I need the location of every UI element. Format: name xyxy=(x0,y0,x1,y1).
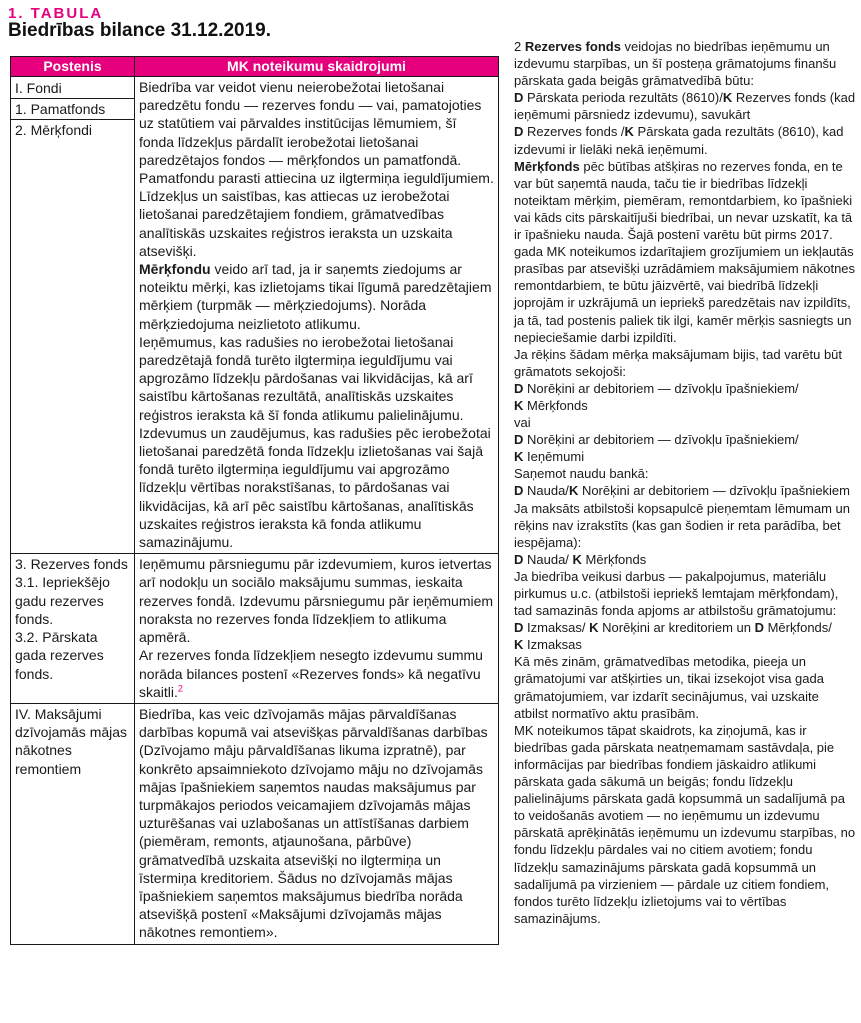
entry-text: Pārskata gada rezultāts (8610), kad izdevumi ir lielāki nekā ieņēmumi. xyxy=(514,124,844,157)
item-fondi: I. Fondi xyxy=(11,78,134,99)
credit-mark: K xyxy=(568,483,579,499)
row-item-cell: 3. Rezerves fonds 3.1. Iepriekšējo gadu rezerves fonds. 3.2. Pārskata gada rezerves fonds. xyxy=(11,554,135,704)
explanation-paragraph: Biedrība, kas veic dzīvojamās mājas pārvaldīšanas darbības kopumā vai atsevišķas pārvaldīšanas darbības (Dzīvojamo māju pārvaldīšanas likuma izpratnē), par konkrēto apsaimniekoto dzīvojamo māju no dzīvojamās mājas īpašniekiem saņemtos naudas maksājumus par turpmākajos periodos veicamajiem dzīvojamās mājas uzturēšanas vai uzlabošanas un attīstīšanas darbiem (piemēram, remonts, atjaunošana, pārbūve) grāmatvedībā uzskaita atsevišķi no ilgtermiņa un īstermiņa kreditoriem. Šādus no dzīvojamās mājas īpašniekiem saņemtos maksājumus biedrība norāda atsevišķā postenī «Maksājumi dzīvojamās mājas nākotnes remontiem». xyxy=(139,705,488,941)
entry-text: Norēķini ar debitoriem — dzīvokļu īpašniekiem/ xyxy=(523,380,799,396)
entry-text: Mērķfonds/ xyxy=(763,620,832,636)
journal-entry xyxy=(514,619,856,653)
explanation-cell xyxy=(135,77,499,554)
journal-entry xyxy=(514,431,856,465)
bold-term: Mērķfonds xyxy=(514,158,580,174)
footnote-paragraph: Kā mēs zinām, grāmatvedības metodika, pieeja un grāmatojumi var atšķirties un, tikai izsekojot visa gada grāmatojumiem, var izdarīt secinājumus, vai uzskaite atbilst normatīvo aktu prasībām. xyxy=(514,654,824,721)
entry-text: Mērķfonds xyxy=(581,551,647,567)
credit-mark: K xyxy=(722,90,733,106)
entry-text: Norēķini ar debitoriem — dzīvokļu īpašniekiem xyxy=(578,483,850,499)
credit-mark: K xyxy=(572,551,582,567)
table-header-row xyxy=(11,57,499,77)
entry-text: Norēķini ar debitoriem — dzīvokļu īpašniekiem/ xyxy=(523,432,799,448)
paragraph-text: veido arī tad, ja ir saņemts ziedojums ar noteiktu mērķi, kas izlietojams tikai līgumā paredzētajiem mērķiem (turpmāk — mērķziedojums). Norāda mērķziedojuma neizlietoto atlikumu. xyxy=(139,261,492,332)
paragraph-text: veidojas no biedrības ieņēmumu un izdevumu starpības, un šī posteņa grāmatojums finanšu pārskata gada beigās grāmatvedībā būtu: xyxy=(514,39,837,89)
column-header-skaidrojumi: MK noteikumu skaidrojumi xyxy=(135,57,499,77)
entry-text: Nauda/ xyxy=(523,551,573,567)
footnote-paragraph: MK noteikumos tāpat skaidrots, ka ziņojumā, kas ir biedrības gada pārskata neatņemamam sastāvdaļa, pie informācijas par biedrības fondiem jāskaidro atlikumi pārskata gada sākumā un beigās; fondu līdzekļu palielinājums pārskata gadā kopsummā un sadalījumā pa to veidošanās avotiem — no ieņēmumu un izdevumu pārskatā aprēķinātās ieņēmumu un izdevumu starpības, no fondu līdzekļu pārdales vai no citiem avotiem; fondu līdzekļu samazinājums pārskata gadā kopsummā un sadalījumā pa virzieniem — pārdale uz citiem fondiem, fondos turēto līdzekļu izlietojums vai to vērtības samazinājums. xyxy=(514,722,856,926)
footnote-paragraph: vai xyxy=(514,415,531,431)
journal-entry xyxy=(514,551,856,568)
footnote-paragraph: Ja biedrība veikusi darbus — pakalpojumus, materiālu pirkumus u.c. (atbilstoši iepriekš lemtajam mērķfondam), tad samazinās fonda apjoms ar atbilstošu grāmatojumu: xyxy=(514,568,839,619)
debit-mark: D xyxy=(514,124,524,140)
bold-term: Mērķfondu xyxy=(139,261,211,278)
entry-text: Ieņēmumi xyxy=(523,449,585,465)
credit-mark: K xyxy=(514,637,524,653)
entry-text: Norēķini ar kreditoriem un xyxy=(598,620,755,636)
footnote-number: 2 xyxy=(514,39,525,54)
journal-entry xyxy=(514,89,856,123)
journal-entry xyxy=(514,380,856,414)
credit-mark: K xyxy=(514,397,524,413)
journal-entry xyxy=(514,482,856,499)
debit-mark: D xyxy=(754,620,764,636)
item-merkfondi: 2. Mērķfondi xyxy=(15,122,93,139)
row-item-cell: IV. Maksājumi dzīvojamās mājas nākotnes remontiem xyxy=(11,703,135,944)
debit-mark: D xyxy=(514,551,524,567)
entry-text: Izmaksas xyxy=(523,637,582,653)
explanation-paragraph: Ieņēmumu pārsniegumu pār izdevumiem, kuros ietvertas arī nodokļu un sociālo maksājumu summas, ieskaita rezerves fondā. Izdevumu pārsniegumu pār ieņēmumiem noraksta no rezerves fonda līdzekļiem to atlikuma apmērā. xyxy=(139,556,494,646)
entry-text: Rezerves fonds / xyxy=(523,124,625,140)
paragraph-text: pēc būtības atšķiras no rezerves fonda, en te var būt saņemtā nauda, taču tie ir biedrības līdzekļi noteiktam mērķim, piemēram, remontdarbiem, ko īpašnieki vai kāds cits pārskaitījuši biedrībai, un nevar uzskatīt, ka tā ir īpašnieku nauda. Šajā postenī varētu būt pirms 2017. gada MK noteikumos izdarītajiem grozījumiem un iekļautās prasības par atsevišķi uzrādāmiem maksājumiem nākotnes remontdarbiem, te būtu jāizvērtē, vai biedrībā līdzekļi joprojām ir uzkrājumā un iepriekš paredzētais nav izpildīts, ja tā, tad postenis paliek tik ilgi, kamēr mērķis sasniegts un nepieciešamie darbi izpildīti. xyxy=(514,158,856,345)
footnote-paragraph: Ja maksāts atbilstoši kopsapulcē pieņemtam lēmumam un rēķins nav izrakstīts (kas gan šodien ir reta parādība, bet iespējama): xyxy=(514,500,850,550)
explanation-cell xyxy=(135,703,499,944)
table-row xyxy=(11,77,499,554)
debit-mark: D xyxy=(514,380,524,396)
footnote-paragraph: Saņemot naudu bankā: xyxy=(514,466,649,482)
footnote-column xyxy=(514,38,856,927)
explanation-cell xyxy=(135,554,499,704)
debit-mark: D xyxy=(514,483,524,499)
footnote-paragraph xyxy=(514,158,856,346)
column-header-postenis: Postenis xyxy=(11,57,135,77)
footnote-marker: 2 xyxy=(177,683,183,694)
entry-text: Izmaksas/ xyxy=(523,620,590,636)
entry-text: Rezerves fonds (kad ieņēmumi pārsniedz izdevumu), savukārt xyxy=(514,90,856,123)
journal-entry xyxy=(514,123,856,157)
table-row xyxy=(11,703,499,944)
bold-term: Rezerves fonds xyxy=(524,39,621,54)
table-number-label: 1. TABULA xyxy=(8,5,104,22)
page-title: Biedrības bilance 31.12.2019. xyxy=(8,20,271,41)
footnote-paragraph: Ja rēķins šādam mērķa maksājumam bijis, tad varētu būt grāmatots sekojoši: xyxy=(514,346,843,379)
credit-mark: K xyxy=(514,449,524,465)
credit-mark: K xyxy=(589,620,599,636)
explanation-paragraph xyxy=(139,646,494,701)
credit-mark: K xyxy=(624,124,634,140)
footnote-paragraph xyxy=(514,38,856,89)
debit-mark: D xyxy=(514,620,524,636)
explanation-paragraph: Līdzekļus un saistības, kas attiecas uz ierobežotai lietošanai paredzētajiem fondiem, grāmatvedības analītiskās uzskaites reģistros ieraksta un uzskaita atsevišķi. xyxy=(139,188,453,259)
debit-mark: D xyxy=(514,432,524,448)
balance-table xyxy=(10,56,499,945)
explanation-paragraph: Ieņēmumus, kas radušies no ierobežotai lietošanai paredzētajā fondā turēto ilgtermiņa ieguldījumu vai apgrozāmo līdzekļu pārdošanas vai likvidācijas, kā arī saistību kārtošanas rezultātā, analītiskās uzskaites reģistros ieraksta kā šī fonda atlikumu palielinājumu. Izdevumus un zaudējumus, kas radušies pēc ierobežotai lietošanai paredzētā fonda līdzekļu izlietošanas vai šajā fondā turēto ilgtermiņa ieguldījumu vai apgrozāmo līdzekļu vērtības norakstīšanas, to pārdošanas vai likvidācijas, kā arī pēc saistību kārtošanas, analītiskās uzskaites reģistros ieraksta kā fonda atlikumu samazinājumu. xyxy=(139,333,491,551)
entry-text: Nauda/ xyxy=(523,483,569,499)
row-item-cell xyxy=(11,77,135,554)
item-pamatfonds: 1. Pamatfonds xyxy=(11,99,134,120)
explanation-paragraph xyxy=(139,260,494,333)
explanation-paragraph: Biedrība var veidot vienu neierobežotai lietošanai paredzētu fondu — rezerves fondu — vai, pamatojoties uz statūtiem vai pārvaldes institūcijas lēmumiem, šī fonda līdzekļus pārdalīt ierobežotai lietošanai paredzētajos fondos — mērķfondos un pamatfondā. Pamatfondu parasti attiecina uz ilgtermiņa ieguldījumiem. xyxy=(139,79,494,187)
paragraph-text: Ar rezerves fonda līdzekļiem nesegto izdevumu summu norāda bilances postenī «Rezerves fonds» kā negatīvu skaitli. xyxy=(139,647,483,700)
table-row xyxy=(11,554,499,704)
entry-text: Pārskata perioda rezultāts (8610)/ xyxy=(523,90,723,106)
entry-text: Mērķfonds xyxy=(523,397,588,413)
debit-mark: D xyxy=(514,90,524,106)
